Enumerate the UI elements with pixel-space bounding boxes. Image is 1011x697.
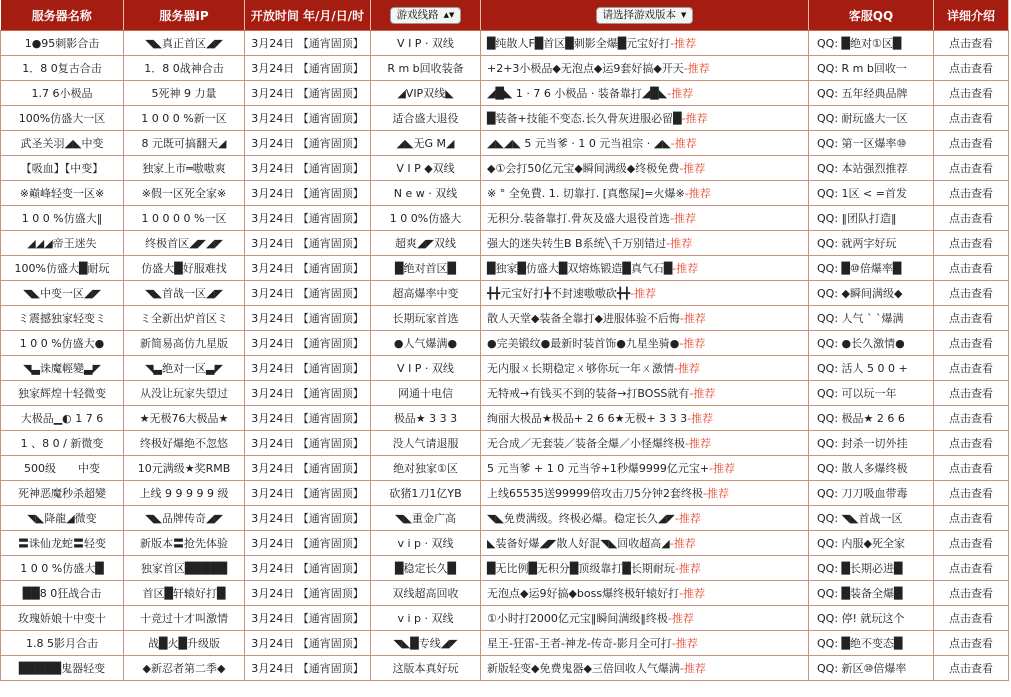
server-ip-cell: 5死神 9 力量 — [124, 81, 245, 106]
server-ip-cell: 1 0 0 0 %新一区 — [124, 106, 245, 131]
intro-cell — [481, 331, 809, 356]
detail-link[interactable]: 点击查看 — [934, 656, 1009, 681]
qq-cell: QQ: 人气 ` `爆满 — [809, 306, 934, 331]
server-name-cell[interactable]: 1．8 0复古合击 — [1, 56, 124, 81]
detail-link[interactable]: 点击查看 — [934, 131, 1009, 156]
recommend-tag[interactable]: -推荐 — [674, 512, 701, 525]
intro-text: 散人天堂◆装备全靠打◆进服体验不后悔 — [487, 312, 680, 325]
open-time-cell: 3月24日 【通宵固顶】 — [245, 206, 371, 231]
open-time-cell: 3月24日 【通宵固顶】 — [245, 281, 371, 306]
intro-text: 新版轻变◆免费鬼器◆三倍回收人气爆满 — [487, 662, 680, 675]
detail-link[interactable]: 点击查看 — [934, 356, 1009, 381]
server-name-cell[interactable]: ██8 0狂战合击 — [1, 581, 124, 606]
detail-link[interactable]: 点击查看 — [934, 481, 1009, 506]
qq-cell: QQ: 散人多爆终极 — [809, 456, 934, 481]
server-ip-cell: ◥◣首战一区◢◤ — [124, 281, 245, 306]
server-name-cell[interactable]: 武圣关羽◢◣中变 — [1, 131, 124, 156]
line-select-label: 游戏线路 — [396, 8, 439, 21]
header-open-time: 开放时间 年/月/日/时 — [245, 0, 371, 31]
recommend-tag[interactable]: -推荐 — [666, 237, 693, 250]
recommend-tag[interactable]: -推荐 — [670, 212, 696, 225]
line-cell: 超高爆率中变 — [371, 281, 481, 306]
open-time-cell: 3月24日 【通宵固顶】 — [245, 431, 371, 456]
server-name-cell[interactable]: █████鬼器轻变 — [1, 656, 124, 681]
table-header — [1, 0, 1009, 31]
detail-link[interactable]: 点击查看 — [934, 306, 1009, 331]
table-row — [1, 506, 1009, 531]
version-select[interactable] — [596, 7, 694, 24]
line-cell: 适合盛大退役 — [371, 106, 481, 131]
server-ip-cell: 独家上市═嗷嗷爽 — [124, 156, 245, 181]
line-cell: 没人气请退服 — [371, 431, 481, 456]
qq-cell: QQ: 第一区爆率⑩ — [809, 131, 934, 156]
line-cell: 这版本真好玩 — [371, 656, 481, 681]
recommend-tag[interactable]: -推荐 — [679, 587, 706, 600]
server-ip-cell: 上线 9 9 9 9 9 级 — [124, 481, 245, 506]
qq-cell: QQ: ●长久激情● — [809, 331, 934, 356]
intro-cell — [481, 506, 809, 531]
intro-text: ╋╋元宝好打╋不封速嗷嗷砍╋╋ — [487, 287, 631, 300]
open-time-cell: 3月24日 【通宵固顶】 — [245, 606, 371, 631]
table-row — [1, 406, 1009, 431]
server-ip-cell: 新简易高仿九星版 — [124, 331, 245, 356]
open-time-cell: 3月24日 【通宵固顶】 — [245, 231, 371, 256]
line-cell: █绝对首区█ — [371, 256, 481, 281]
server-name-cell[interactable]: 〓诛仙龙蛇〓轻变 — [1, 531, 124, 556]
detail-link[interactable]: 点击查看 — [934, 606, 1009, 631]
detail-link[interactable]: 点击查看 — [934, 206, 1009, 231]
server-ip-cell: 独家首区█████ — [124, 556, 245, 581]
server-name-cell[interactable]: 1●95刺影合击 — [1, 31, 124, 56]
recommend-tag[interactable]: -推荐 — [667, 612, 694, 625]
table-row — [1, 181, 1009, 206]
recommend-tag[interactable]: -推荐 — [669, 537, 696, 550]
server-ip-cell: 10元满级★奖RMB — [124, 456, 245, 481]
table-row — [1, 481, 1009, 506]
intro-cell — [481, 656, 809, 681]
line-cell: █稳定长久█ — [371, 556, 481, 581]
line-cell: 网通十电信 — [371, 381, 481, 406]
open-time-cell: 3月24日 【通宵固顶】 — [245, 381, 371, 406]
table-row — [1, 306, 1009, 331]
server-name-cell[interactable]: 独家辉煌十轻微变 — [1, 381, 124, 406]
line-cell: N e w · 双线 — [371, 181, 481, 206]
qq-cell: QQ: 1区 < =首发 — [809, 181, 934, 206]
qq-cell: QQ: 可以玩一年 — [809, 381, 934, 406]
table-row — [1, 356, 1009, 381]
detail-link[interactable]: 点击查看 — [934, 31, 1009, 56]
table-row — [1, 281, 1009, 306]
table-row — [1, 381, 1009, 406]
line-cell: V I P ◆双线 — [371, 156, 481, 181]
recommend-tag[interactable]: -推荐 — [674, 562, 701, 575]
server-ip-cell: 仿盛大█好服难找 — [124, 256, 245, 281]
server-name-cell[interactable]: ◢◢◢帝王迷失 — [1, 231, 124, 256]
intro-text: 5 元当爹 + 1 0 元当爷+1秒爆9999亿元宝+ — [487, 462, 710, 475]
open-time-cell: 3月24日 【通宵固顶】 — [245, 31, 371, 56]
recommend-tag[interactable]: -推荐 — [687, 412, 714, 425]
intro-cell — [481, 81, 809, 106]
detail-link[interactable]: 点击查看 — [934, 531, 1009, 556]
detail-link[interactable]: 点击查看 — [934, 56, 1009, 81]
open-time-cell: 3月24日 【通宵固顶】 — [245, 406, 371, 431]
detail-link[interactable]: 点击查看 — [934, 331, 1009, 356]
recommend-tag[interactable]: -推荐 — [681, 112, 708, 125]
detail-link[interactable]: 点击查看 — [934, 106, 1009, 131]
intro-cell — [481, 631, 809, 656]
open-time-cell: 3月24日 【通宵固顶】 — [245, 506, 371, 531]
detail-link[interactable]: 点击查看 — [934, 431, 1009, 456]
intro-text: ◆①会打50亿元宝◆瞬间满级◆终极免费 — [487, 162, 680, 175]
qq-cell: QQ: 就两字好玩 — [809, 231, 934, 256]
open-time-cell: 3月24日 【通宵固顶】 — [245, 631, 371, 656]
intro-cell — [481, 131, 809, 156]
intro-cell — [481, 456, 809, 481]
version-select-label: 请选择游戏版本 — [602, 8, 677, 21]
intro-text: █纯散人F█首区█刺影全爆█元宝好打 — [487, 37, 671, 50]
table-row — [1, 106, 1009, 131]
recommend-tag[interactable]: -推荐 — [679, 662, 706, 675]
qq-cell: QQ: █长期必进█ — [809, 556, 934, 581]
table-row — [1, 431, 1009, 456]
detail-link[interactable]: 点击查看 — [934, 181, 1009, 206]
intro-text: 上线65535送99999倍攻击刀5分钟2套终极 — [487, 487, 703, 500]
intro-cell — [481, 181, 809, 206]
server-name-cell[interactable]: 1 0 0 %仿盛大‖ — [1, 206, 124, 231]
line-cell: V I P · 双线 — [371, 356, 481, 381]
recommend-tag[interactable]: -推荐 — [630, 287, 657, 300]
qq-cell: QQ: 停! 就玩这个 — [809, 606, 934, 631]
intro-text: 无积分.装备靠打.骨灰及盛大退役首选 — [487, 212, 670, 225]
open-time-cell: 3月24日 【通宵固顶】 — [245, 81, 371, 106]
line-cell: ◥◣█专线◢◤ — [371, 631, 481, 656]
detail-link[interactable]: 点击查看 — [934, 556, 1009, 581]
table-row — [1, 456, 1009, 481]
qq-cell: QQ: █绝对①区█ — [809, 31, 934, 56]
table-row — [1, 631, 1009, 656]
table-row — [1, 531, 1009, 556]
server-ip-cell: 新版本〓抢先体验 — [124, 531, 245, 556]
intro-text: █装备+技能不变态.长久骨灰进服必留█ — [487, 112, 682, 125]
detail-link[interactable]: 点击查看 — [934, 81, 1009, 106]
detail-link[interactable]: 点击查看 — [934, 506, 1009, 531]
line-cell: R m b回收装备 — [371, 56, 481, 81]
intro-text: █独家█仿盛大█双熔炼锻造█真气石█ — [487, 262, 673, 275]
table-row — [1, 31, 1009, 56]
intro-cell — [481, 156, 809, 181]
server-name-cell[interactable]: ◥◣降龍◢微变 — [1, 506, 124, 531]
detail-link[interactable]: 点击查看 — [934, 156, 1009, 181]
detail-link[interactable]: 点击查看 — [934, 231, 1009, 256]
recommend-tag[interactable]: -推荐 — [671, 637, 698, 650]
intro-text: 强大的迷失转生B B系统╲千万别错过 — [487, 237, 667, 250]
server-name-cell[interactable]: 500级 中变 — [1, 456, 124, 481]
recommend-tag[interactable]: -推荐 — [702, 487, 729, 500]
detail-link[interactable]: 点击查看 — [934, 256, 1009, 281]
line-cell: v i p · 双线 — [371, 606, 481, 631]
qq-cell: QQ: █绝不变态█ — [809, 631, 934, 656]
server-name-cell[interactable]: 100%仿盛大一区 — [1, 106, 124, 131]
server-name-cell[interactable]: 大极品▁◐ 1 7 6 — [1, 406, 124, 431]
header-version — [481, 0, 809, 31]
line-cell: 超爽◢◤双线 — [371, 231, 481, 256]
qq-cell: QQ: 刀刀吸血带毒 — [809, 481, 934, 506]
server-name-cell[interactable]: ◥◣中变一区◢◤ — [1, 281, 124, 306]
recommend-tag[interactable]: -推荐 — [689, 387, 716, 400]
intro-cell — [481, 381, 809, 406]
open-time-cell: 3月24日 【通宵固顶】 — [245, 456, 371, 481]
open-time-cell: 3月24日 【通宵固顶】 — [245, 331, 371, 356]
server-name-cell[interactable]: 【吸血】【中变】 — [1, 156, 124, 181]
server-ip-cell: ★无极76大极品★ — [124, 406, 245, 431]
intro-cell — [481, 106, 809, 131]
server-ip-cell: ◥◣真正首区◢◤ — [124, 31, 245, 56]
table-row — [1, 556, 1009, 581]
table-row — [1, 231, 1009, 256]
detail-link[interactable]: 点击查看 — [934, 381, 1009, 406]
server-name-cell[interactable]: 1.8 5影月合击 — [1, 631, 124, 656]
server-ip-cell: 1．8 0战神合击 — [124, 56, 245, 81]
qq-cell: QQ: 内服◆死全家 — [809, 531, 934, 556]
qq-cell: QQ: 活人 5 0 0 + — [809, 356, 934, 381]
line-cell: ◥◣重金广高 — [371, 506, 481, 531]
server-ip-cell: ◥◣品牌传奇◢◤ — [124, 506, 245, 531]
intro-cell — [481, 581, 809, 606]
intro-text: 绚丽大极品★极品+ 2 6 6★无极+ 3 3 3 — [487, 412, 688, 425]
server-name-cell[interactable]: ◥▃诛魔輕變▃◤ — [1, 356, 124, 381]
open-time-cell: 3月24日 【通宵固顶】 — [245, 556, 371, 581]
intro-cell — [481, 431, 809, 456]
open-time-cell: 3月24日 【通宵固顶】 — [245, 56, 371, 81]
intro-text: ※ ° 全免費. 1. 切靠打. [真憋屎]=火爆※ — [487, 187, 685, 200]
intro-text: ●完美锻纹●最新时装首饰●九星坐骑● — [487, 337, 680, 350]
server-ip-cell: ◆新忍者第二季◆ — [124, 656, 245, 681]
server-name-cell[interactable]: 1 0 0 %仿盛大● — [1, 331, 124, 356]
table-row — [1, 81, 1009, 106]
server-name-cell[interactable]: 1.7 6小极品 — [1, 81, 124, 106]
qq-cell: QQ: █装备全爆█ — [809, 581, 934, 606]
intro-text: 星王-狂雷-王者-神龙-传奇-影月全可打 — [487, 637, 672, 650]
table-row — [1, 581, 1009, 606]
table-row — [1, 156, 1009, 181]
line-cell: ◢VIP双线◣ — [371, 81, 481, 106]
detail-link[interactable]: 点击查看 — [934, 456, 1009, 481]
server-ip-cell: 终极首区◢◤◢◤ — [124, 231, 245, 256]
qq-cell: QQ: █⑩倍爆率█ — [809, 256, 934, 281]
open-time-cell: 3月24日 【通宵固顶】 — [245, 106, 371, 131]
intro-cell — [481, 256, 809, 281]
line-cell: v i p · 双线 — [371, 531, 481, 556]
intro-text: ◥◣免费满级。终极必爆。稳定长久◢◤ — [487, 512, 675, 525]
line-cell: 双线超高回收 — [371, 581, 481, 606]
recommend-tag[interactable]: -推荐 — [685, 437, 711, 450]
intro-cell — [481, 231, 809, 256]
line-cell: V I P · 双线 — [371, 31, 481, 56]
intro-cell — [481, 556, 809, 581]
server-name-cell[interactable]: 玫瑰娇娘十中变十 — [1, 606, 124, 631]
server-name-cell[interactable]: 死神恶魔秒杀超變 — [1, 481, 124, 506]
intro-cell — [481, 531, 809, 556]
qq-cell: QQ: ◥◣首战一区 — [809, 506, 934, 531]
table-row — [1, 606, 1009, 631]
server-name-cell[interactable]: ミ震撼独家轻变ミ — [1, 306, 124, 331]
intro-cell — [481, 206, 809, 231]
table-row — [1, 206, 1009, 231]
table-row — [1, 56, 1009, 81]
qq-cell: QQ: 耐玩盛大一区 — [809, 106, 934, 131]
select-arrows-icon: ▲▼ — [443, 10, 455, 19]
server-ip-cell: ◥▃绝对一区▃◤ — [124, 356, 245, 381]
server-name-cell[interactable]: 1 、8 0 / 新微变 — [1, 431, 124, 456]
open-time-cell: 3月24日 【通宵固顶】 — [245, 656, 371, 681]
server-ip-cell: 战█火█升级版 — [124, 631, 245, 656]
open-time-cell: 3月24日 【通宵固顶】 — [245, 581, 371, 606]
recommend-tag[interactable]: -推荐 — [670, 137, 697, 150]
intro-text: ◣装备好爆◢◤散人好混◥◣回收超高◢ — [487, 537, 670, 550]
intro-text: 无内服ㄨ长期稳定ㄨ够你玩一年ㄨ激情 — [487, 362, 674, 375]
line-select[interactable] — [390, 7, 462, 24]
open-time-cell: 3月24日 【通宵固顶】 — [245, 531, 371, 556]
header-server-name: 服务器名称 — [1, 0, 124, 31]
server-name-cell[interactable]: ※巅峰轻变一区※ — [1, 181, 124, 206]
intro-text: █无比例█无积分█顶级靠打█长期耐玩 — [487, 562, 675, 575]
intro-cell — [481, 406, 809, 431]
open-time-cell: 3月24日 【通宵固顶】 — [245, 356, 371, 381]
line-cell: 长期玩家首选 — [371, 306, 481, 331]
intro-text: ①小时打2000亿元宝‖瞬间满级‖终极 — [487, 612, 668, 625]
header-line — [371, 0, 481, 31]
header-qq: 客服QQ — [809, 0, 934, 31]
server-ip-cell: 从没让玩家失望过 — [124, 381, 245, 406]
intro-text: 无合成／无套装／装备全爆／小怪爆终极 — [487, 437, 685, 450]
qq-cell: QQ: 五年经典品牌 — [809, 81, 934, 106]
intro-text: +2+3小极品◆无泡点◆运9套好搞◆开天 — [487, 62, 684, 75]
line-cell: 极品★ 3 3 3 — [371, 406, 481, 431]
qq-cell: QQ: 新区⑩倍爆率 — [809, 656, 934, 681]
intro-cell — [481, 356, 809, 381]
open-time-cell: 3月24日 【通宵固顶】 — [245, 131, 371, 156]
line-cell: 1 0 0%仿盛大 — [371, 206, 481, 231]
intro-text: ◢█◣ 1 · 7 6 小极品 · 装备靠打◢█◣ — [487, 87, 668, 100]
recommend-tag[interactable]: -推荐 — [667, 87, 694, 100]
intro-cell — [481, 606, 809, 631]
recommend-tag[interactable]: -推荐 — [679, 162, 706, 175]
server-ip-cell: 终极好爆绝不忽悠 — [124, 431, 245, 456]
detail-link[interactable]: 点击查看 — [934, 631, 1009, 656]
intro-text: ◢◣◢◣ 5 元当爹 · 1 0 元当祖宗 · ◢◣ — [487, 137, 671, 150]
recommend-tag[interactable]: -推荐 — [684, 187, 711, 200]
qq-cell: QQ: 极品★ 2 6 6 — [809, 406, 934, 431]
server-ip-cell: 1 0 0 0 0 %一区 — [124, 206, 245, 231]
recommend-tag[interactable]: -推荐 — [679, 337, 706, 350]
chevron-down-icon: ▼ — [681, 10, 687, 19]
detail-link[interactable]: 点击查看 — [934, 281, 1009, 306]
server-ip-cell: ※假一区死全家※ — [124, 181, 245, 206]
line-cell: ●人气爆满● — [371, 331, 481, 356]
line-cell: 绝对独家①区 — [371, 456, 481, 481]
intro-text: 无特戒→有钱买不到的装备→打BOSS就有 — [487, 387, 690, 400]
server-ip-cell: 8 元既可搞翻天◢ — [124, 131, 245, 156]
server-ip-cell: 十竞过十才叫激情 — [124, 606, 245, 631]
open-time-cell: 3月24日 【通宵固顶】 — [245, 481, 371, 506]
intro-text: 无泡点◆运9好搞◆boss爆终极轩辕好打 — [487, 587, 680, 600]
table-row — [1, 256, 1009, 281]
server-name-cell[interactable]: 100%仿盛大█耐玩 — [1, 256, 124, 281]
recommend-tag[interactable]: -推荐 — [674, 362, 700, 375]
recommend-tag[interactable]: -推荐 — [672, 262, 699, 275]
open-time-cell: 3月24日 【通宵固顶】 — [245, 156, 371, 181]
intro-cell — [481, 56, 809, 81]
intro-cell — [481, 306, 809, 331]
detail-link[interactable]: 点击查看 — [934, 581, 1009, 606]
intro-cell — [481, 481, 809, 506]
line-cell: 砍猪1刀1亿YB — [371, 481, 481, 506]
table-row — [1, 331, 1009, 356]
open-time-cell: 3月24日 【通宵固顶】 — [245, 181, 371, 206]
qq-cell: QQ: R m b回收一 — [809, 56, 934, 81]
intro-cell — [481, 31, 809, 56]
qq-cell: QQ: 封杀一切外挂 — [809, 431, 934, 456]
table-row — [1, 656, 1009, 681]
open-time-cell: 3月24日 【通宵固顶】 — [245, 256, 371, 281]
recommend-tag[interactable]: -推荐 — [679, 312, 706, 325]
qq-cell: QQ: 本站强烈推荐 — [809, 156, 934, 181]
recommend-tag[interactable]: -推荐 — [683, 62, 710, 75]
header-server-ip: 服务器IP — [124, 0, 245, 31]
qq-cell: QQ: ◆瞬间满级◆ — [809, 281, 934, 306]
line-cell: ◢◣无G M◢ — [371, 131, 481, 156]
server-ip-cell: ミ全新出炉首区ミ — [124, 306, 245, 331]
open-time-cell: 3月24日 【通宵固顶】 — [245, 306, 371, 331]
recommend-tag[interactable]: -推荐 — [670, 37, 697, 50]
detail-link[interactable]: 点击查看 — [934, 406, 1009, 431]
header-detail: 详细介绍 — [934, 0, 1009, 31]
recommend-tag[interactable]: -推荐 — [709, 462, 736, 475]
server-name-cell[interactable]: 1 0 0 %仿盛大█ — [1, 556, 124, 581]
intro-cell — [481, 281, 809, 306]
table-row — [1, 131, 1009, 156]
qq-cell: QQ: ‖团队打造‖ — [809, 206, 934, 231]
server-ip-cell: 首区█轩辕好打█ — [124, 581, 245, 606]
